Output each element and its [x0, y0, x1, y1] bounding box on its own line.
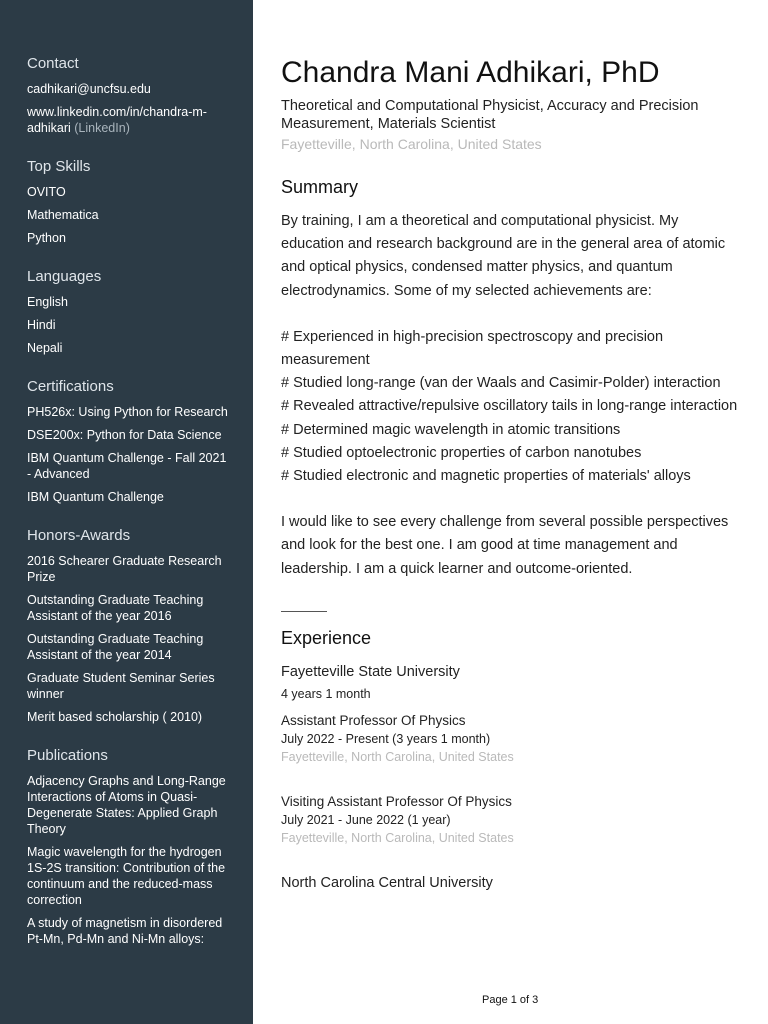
publications-section	[27, 747, 231, 947]
main-content	[281, 55, 741, 892]
top-skills-heading: Top Skills	[27, 158, 91, 175]
achievement-item: # Determined magic wavelength in atomic transitions	[281, 421, 621, 438]
publications-heading: Publications	[27, 747, 108, 764]
languages-heading: Languages	[27, 268, 102, 285]
achievement-item: # Experienced in high-precision spectroscopy and precision measurement	[281, 328, 664, 369]
language-item: English	[27, 295, 68, 309]
honor-item: Outstanding Graduate Teaching Assistant of the year 2014	[27, 632, 204, 662]
linkedin-label: (LinkedIn)	[74, 121, 130, 135]
certification-item: IBM Quantum Challenge - Fall 2021 - Advanced	[27, 451, 227, 481]
honors-section	[27, 527, 231, 725]
achievement-item: # Revealed attractive/repulsive oscillatory tails in long-range interaction	[281, 398, 738, 415]
publication-item: Magic wavelength for the hydrogen 1S-2S transition: Contribution of the continuum and the reduced-mass correction	[27, 845, 226, 907]
achievement-item: # Studied optoelectronic properties of carbon nanotubes	[281, 444, 642, 461]
honor-item: Graduate Student Seminar Series winner	[27, 671, 215, 701]
certification-item: IBM Quantum Challenge	[27, 490, 164, 504]
skill-item: OVITO	[27, 185, 66, 199]
publication-item: A study of magnetism in disordered Pt-Mn, Pd-Mn and Ni-Mn alloys:	[27, 916, 223, 946]
role-dates: July 2022 - Present (3 years 1 month)	[281, 731, 491, 746]
languages-section	[27, 268, 231, 356]
achievement-item: # Studied long-range (van der Waals and Casimir-Polder) interaction	[281, 375, 721, 392]
summary-intro: By training, I am a theoretical and computational physicist. My education and research background are in the general area of atomic and optical physics, condensed matter physics, and quantum electrodynamics. Some of my selected achievements are:	[281, 213, 726, 299]
role-title: Visiting Assistant Professor Of Physics	[281, 793, 512, 809]
honor-item: Merit based scholarship ( 2010)	[27, 710, 203, 724]
experience-section	[281, 628, 741, 892]
profile-headline: Theoretical and Computational Physicist, Accuracy and Precision Measurement, Materials Scientist	[281, 98, 699, 132]
summary-section	[281, 177, 741, 581]
skill-item: Python	[27, 231, 66, 245]
profile-location: Fayetteville, North Carolina, United States	[281, 136, 542, 152]
summary-closing: I would like to see every challenge from several possible perspectives and look for the best one. I am good at time management and leadership. I am a quick learner and outcome-oriented.	[281, 514, 729, 577]
honor-item: Outstanding Graduate Teaching Assistant of the year 2016	[27, 593, 204, 623]
certifications-section	[27, 378, 231, 505]
contact-heading: Contact	[27, 55, 79, 72]
role-dates: July 2021 - June 2022 (1 year)	[281, 812, 451, 827]
role-location: Fayetteville, North Carolina, United States	[281, 830, 514, 845]
sidebar	[0, 0, 253, 1024]
top-skills-section	[27, 158, 231, 246]
company-duration: 4 years 1 month	[281, 686, 371, 701]
role-title: Assistant Professor Of Physics	[281, 712, 466, 728]
contact-section	[27, 55, 231, 136]
experience-heading: Experience	[281, 627, 372, 648]
achievement-item: # Studied electronic and magnetic properties of materials' alloys	[281, 468, 691, 485]
email-link[interactable]: cadhikari@uncfsu.edu	[27, 82, 151, 96]
linkedin-url[interactable]: www.linkedin.com/in/chandra-m-adhikari	[27, 105, 207, 135]
company-name: North Carolina Central University	[281, 874, 493, 891]
linkedin-link[interactable]	[27, 104, 231, 136]
certifications-heading: Certifications	[27, 378, 114, 395]
language-item: Nepali	[27, 341, 63, 355]
publication-item: Adjacency Graphs and Long-Range Interactions of Atoms in Quasi-Degenerate States: Applied Graph Theory	[27, 774, 226, 836]
skill-item: Mathematica	[27, 208, 99, 222]
profile-name: Chandra Mani Adhikari, PhD	[281, 56, 660, 89]
certification-item: DSE200x: Python for Data Science	[27, 428, 222, 442]
section-divider	[281, 611, 327, 612]
honors-heading: Honors-Awards	[27, 527, 131, 544]
certification-item: PH526x: Using Python for Research	[27, 405, 228, 419]
page-number: Page 1 of 3	[482, 994, 539, 1006]
role-location: Fayetteville, North Carolina, United States	[281, 749, 514, 764]
honor-item: 2016 Schearer Graduate Research Prize	[27, 554, 222, 584]
language-item: Hindi	[27, 318, 56, 332]
summary-heading: Summary	[281, 177, 359, 197]
company-name: Fayetteville State University	[281, 663, 460, 680]
